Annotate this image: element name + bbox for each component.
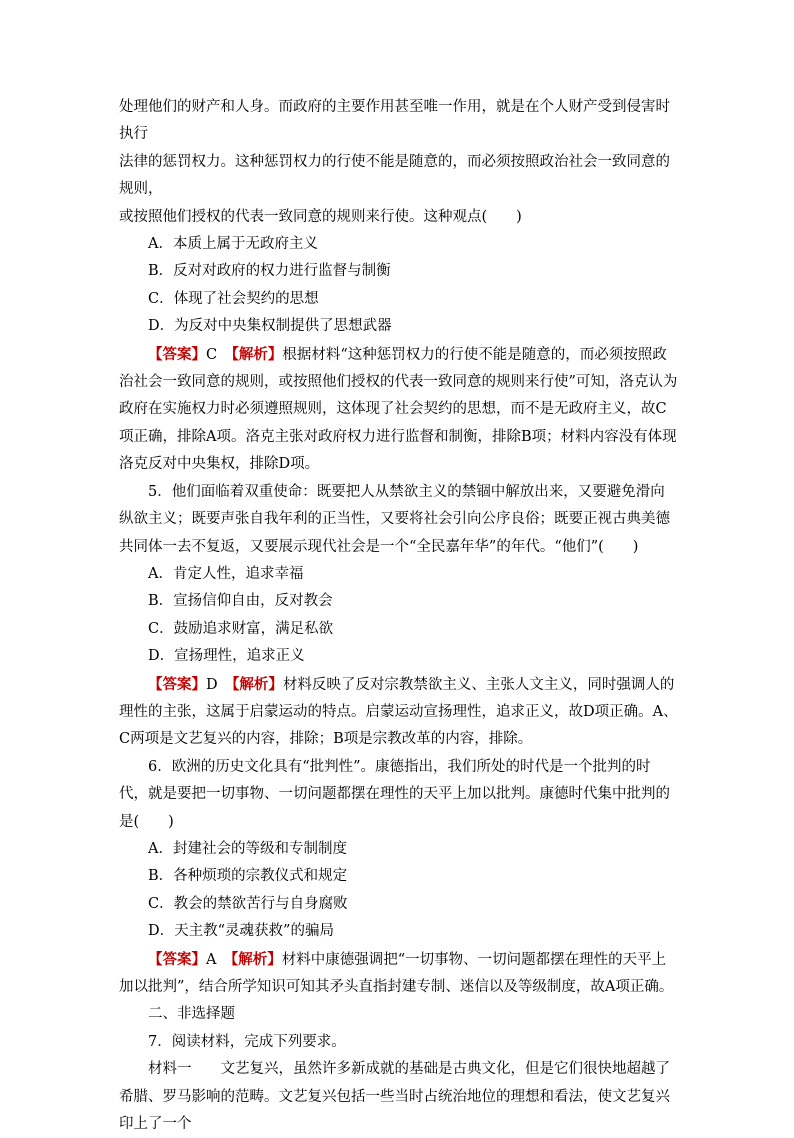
question-4 [119, 94, 679, 479]
answer-tag: 【答案】 [148, 345, 206, 363]
q5-answer-analysis [119, 671, 679, 754]
q4-stem-line: 处理他们的财产和人身。而政府的主要作用甚至唯一作用，就是在个人财产受到侵害时执行 [119, 99, 670, 143]
q6-option-d: D．天主教“灵魂获救”的骗局 [148, 923, 334, 940]
q5-option-a: A．肯定人性，追求幸福 [148, 565, 304, 582]
q6-option-a: A．封建社会的等级和专制制度 [148, 840, 347, 857]
q4-option-d: D．为反对中央集权制提供了思想武器 [148, 318, 392, 335]
section-title: 二、非选择题 [148, 1006, 235, 1023]
analysis-text: 材料中康德强调把“一切事物、一切问题都摆在理性的天平上加以批判”，结合所学知识可知其矛头直指封建专制、迷信以及等级制度，故A项正确。 [119, 951, 674, 995]
analysis-text: 材料反映了反对宗教禁欲主义、主张人文主义，同时强调人的理性的主张，这属于启蒙运动的特点。启蒙运动宣扬理性，追求正义，故D项正确。A、C两项是文艺复兴的内容，排除；B项是宗教改革的内容，排除。 [119, 676, 678, 748]
q6-option-c: C．教会的禁欲苦行与自身腐败 [148, 895, 348, 912]
q4-option-c: C．体现了社会契约的思想 [148, 290, 319, 307]
q5-option-b: B．宣扬信仰自由，反对教会 [148, 593, 333, 610]
answer-value: A [206, 951, 217, 968]
analysis-text: 根据材料“这种惩罚权力的行使不能是随意的，而必须按照政治社会一致同意的规则，或按照他们授权的代表一致同意的规则来行使”可知，洛克认为政府在实施权力时必须遵照规则，这体现了社会契约的思想，而不是无政府主义，故C项正确，排除A项。洛克主张对政府权力进行监督和制衡，排除B项；材料内容没有体现洛克反对中央集权，排除D项。 [119, 346, 678, 473]
answer-tag: 【答案】 [148, 950, 206, 968]
q6-stem: 6．欧洲的历史文化具有“批判性”。康德指出，我们所处的时代是一个批判的时代，就是要把一切事物、一切问题都摆在理性的天平上加以批判。康德时代集中批判的是( ) [119, 758, 670, 830]
q4-option-b: B．反对对政府的权力进行监督与制衡 [148, 263, 391, 280]
analysis-tag: 【解析】 [230, 950, 282, 968]
q6-answer-analysis [119, 946, 679, 1002]
analysis-tag: 【解析】 [231, 345, 283, 363]
question-5 [119, 479, 679, 754]
question-6 [119, 754, 679, 1002]
q5-option-d: D．宣扬理性，追求正义 [148, 648, 305, 665]
q4-answer-analysis [119, 341, 679, 479]
material-1: 材料一 文艺复兴，虽然许多新成就的基础是古典文化，但是它们很快地超越了希腊、罗马影响的范畴。文艺复兴包括一些当时占统治地位的理想和看法，使文艺复兴印上了一个 [119, 1061, 670, 1133]
analysis-tag: 【解析】 [232, 675, 283, 693]
q5-option-c: C．鼓励追求财富，满足私欲 [148, 620, 334, 637]
page-content [119, 94, 679, 1138]
q5-stem: 5．他们面临着双重使命：既要把人从禁欲主义的禁锢中解放出来，又要避免滑向纵欲主义；既要声张自我年利的正当性，又要将社会引向公序良俗；既要正视古典美德共同体一去不复返，又要展示现代社会是一个“全民嘉年华”的年代。“他们”( ) [119, 483, 670, 555]
q4-option-a: A．本质上属于无政府主义 [148, 236, 318, 253]
answer-tag: 【答案】 [148, 675, 206, 693]
answer-value: D [206, 676, 218, 693]
q6-option-b: B．各种烦琐的宗教仪式和规定 [148, 868, 348, 885]
answer-value: C [206, 346, 218, 363]
q7-stem: 7．阅读材料，完成下列要求。 [148, 1033, 346, 1050]
q4-stem-line: 或按照他们授权的代表一致同意的规则来行使。这种观点( ) [119, 208, 522, 225]
q4-stem-line: 法律的惩罚权力。这种惩罚权力的行使不能是随意的，而必须按照政治社会一致同意的规则， [119, 153, 670, 198]
